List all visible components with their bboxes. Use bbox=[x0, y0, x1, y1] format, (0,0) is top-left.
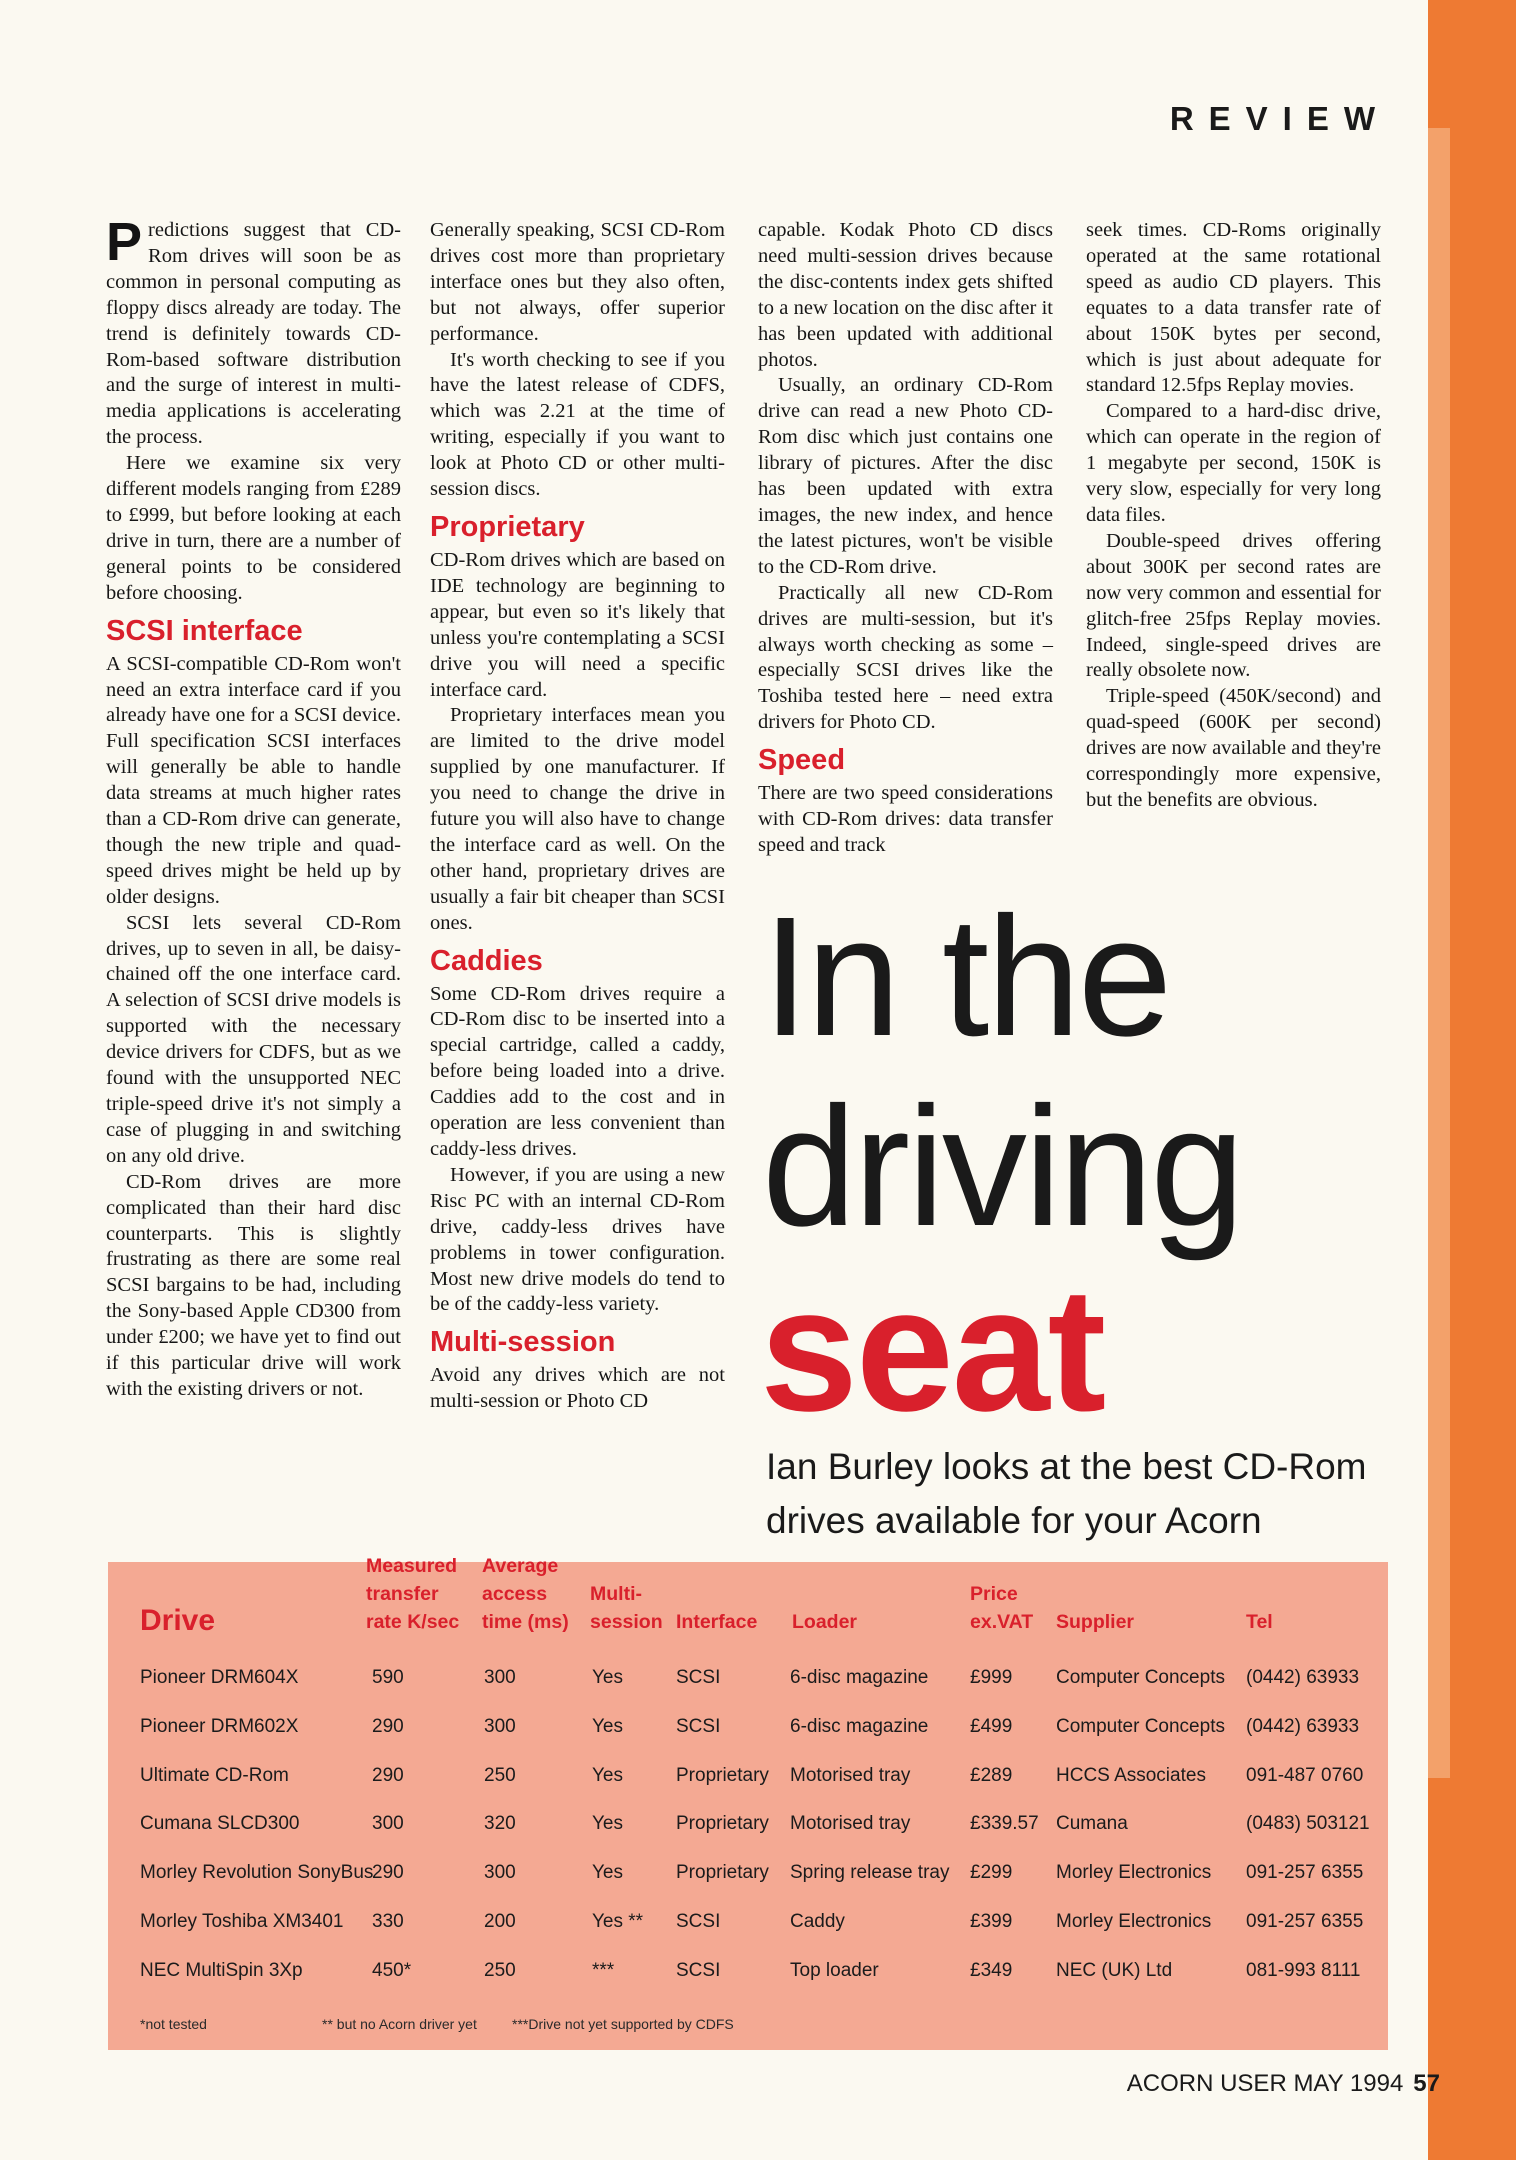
body-paragraph: Practically all new CD-Rom drives are multi-session, but it's always worth checking as some – especially SCSI drives like the Toshiba tested here – need extra drivers for Photo CD. bbox=[758, 581, 1053, 734]
cell-drive: Morley Revolution SonyBus bbox=[140, 1862, 374, 1883]
cell-interface: SCSI bbox=[676, 1667, 721, 1688]
cell-interface: Proprietary bbox=[676, 1813, 769, 1834]
table-row bbox=[108, 1756, 1388, 1796]
cell-multi-session: *** bbox=[592, 1960, 615, 1981]
subhead-caddies: Caddies bbox=[430, 944, 543, 977]
body-paragraph: However, if you are using a new Risc PC with an internal CD-Rom drive, caddy-less drives have problems in tower configuration. Most new drive models do tend to be of the caddy-less variety. bbox=[430, 1163, 725, 1316]
cell-interface: SCSI bbox=[676, 1911, 721, 1932]
header-text: ex.VAT bbox=[970, 1611, 1034, 1633]
cell-supplier: Computer Concepts bbox=[1056, 1667, 1225, 1688]
body-paragraph: seek times. CD-Roms originally operated at the same rotational speed as audio CD players. This equates to a data transfer rate of about 150K bytes per second, which is just about adequate for standard 12.5fps Replay movies. bbox=[1086, 219, 1381, 397]
cell-loader: Caddy bbox=[790, 1911, 845, 1932]
header-tel: Tel bbox=[1246, 1611, 1273, 1633]
header-text: Average bbox=[482, 1555, 559, 1577]
table-row bbox=[108, 1902, 1388, 1942]
cell-tel: 091-257 6355 bbox=[1246, 1911, 1364, 1932]
body-paragraph: Some CD-Rom drives require a CD-Rom disc to be inserted into a special cartridge, called a caddy, before being loaded into a drive. Caddies add to the cost and in operation are less convenient than caddy-less drives. bbox=[430, 982, 725, 1160]
subhead-multi-session: Multi-session bbox=[430, 1326, 616, 1359]
header-supplier: Supplier bbox=[1056, 1611, 1135, 1633]
cell-supplier: Cumana bbox=[1056, 1813, 1128, 1834]
cell-multi-session: Yes bbox=[592, 1862, 623, 1883]
page-number: 57 bbox=[1413, 2070, 1440, 2097]
cell-transfer-rate: 300 bbox=[372, 1813, 404, 1834]
cell-multi-session: Yes bbox=[592, 1716, 623, 1737]
drop-cap: P bbox=[106, 212, 143, 272]
cell-interface: Proprietary bbox=[676, 1862, 769, 1883]
cell-access-time: 300 bbox=[484, 1716, 516, 1737]
cell-interface: Proprietary bbox=[676, 1765, 769, 1786]
footnote-not-tested: *not tested bbox=[140, 2016, 207, 2032]
cell-interface: SCSI bbox=[676, 1960, 721, 1981]
body-paragraph: Here we examine six very different models ranging from £289 to £999, but before looking at each drive in turn, there are a number of general points to be considered before choosing. bbox=[106, 452, 401, 604]
cell-access-time: 300 bbox=[484, 1862, 516, 1883]
header-multi-session bbox=[590, 1580, 663, 1636]
cell-multi-session: Yes bbox=[592, 1667, 623, 1688]
header-price bbox=[970, 1580, 1033, 1636]
cell-price: £349 bbox=[970, 1960, 1013, 1981]
footnote-no-acorn-driver: ** but no Acorn driver yet bbox=[322, 2016, 477, 2032]
cell-access-time: 250 bbox=[484, 1960, 516, 1981]
header-text: transfer bbox=[366, 1583, 439, 1605]
headline-line-3: seat bbox=[760, 1252, 1105, 1448]
body-paragraph: Double-speed drives offering about 300K per second rates are now very common and essential for glitch-free 25fps Replay movies. Indeed, single-speed drives are really obsolete now. bbox=[1086, 529, 1381, 682]
header-text: access bbox=[482, 1583, 548, 1605]
cell-tel: (0483) 503121 bbox=[1246, 1813, 1370, 1834]
table-row bbox=[108, 1707, 1388, 1747]
intro-paragraph bbox=[106, 212, 401, 451]
header-interface: Interface bbox=[676, 1611, 758, 1633]
cell-supplier: HCCS Associates bbox=[1056, 1765, 1206, 1786]
cell-supplier: Morley Electronics bbox=[1056, 1862, 1212, 1883]
cell-access-time: 320 bbox=[484, 1813, 516, 1834]
cell-loader: Motorised tray bbox=[790, 1813, 911, 1834]
article-column-1 bbox=[106, 212, 401, 1403]
cell-drive: Ultimate CD-Rom bbox=[140, 1765, 289, 1786]
header-text: session bbox=[590, 1611, 663, 1633]
cell-loader: Motorised tray bbox=[790, 1765, 911, 1786]
header-transfer-rate bbox=[366, 1552, 459, 1636]
body-paragraph: Generally speaking, SCSI CD-Rom drives cost more than proprietary interface ones but they also often, but not always, offer superior performance. bbox=[430, 219, 725, 345]
body-paragraph: There are two speed considerations with CD-Rom drives: data transfer speed and track bbox=[758, 782, 1053, 856]
header-text: Price bbox=[970, 1583, 1018, 1605]
cell-interface: SCSI bbox=[676, 1716, 721, 1737]
cell-drive: Cumana SLCD300 bbox=[140, 1813, 300, 1834]
cell-tel: 091-257 6355 bbox=[1246, 1862, 1364, 1883]
headline-line-2: driving bbox=[762, 1072, 1242, 1262]
article-column-2 bbox=[430, 218, 725, 1415]
cell-tel: 081-993 8111 bbox=[1246, 1960, 1361, 1981]
cell-tel: (0442) 63933 bbox=[1246, 1667, 1360, 1688]
cell-price: £499 bbox=[970, 1716, 1013, 1737]
header-text: time (ms) bbox=[482, 1611, 569, 1633]
header-text: Measured bbox=[366, 1555, 458, 1577]
cell-tel: (0442) 63933 bbox=[1246, 1716, 1360, 1737]
table-row bbox=[108, 1658, 1388, 1698]
subhead-scsi-interface: SCSI interface bbox=[106, 614, 303, 647]
magazine-issue: ACORN USER MAY 1994 bbox=[1126, 2070, 1404, 2097]
article-column-3 bbox=[758, 218, 1053, 859]
comparison-table bbox=[108, 1555, 1388, 2050]
table-row bbox=[108, 1853, 1388, 1893]
cell-price: £399 bbox=[970, 1911, 1013, 1932]
body-paragraph: Compared to a hard-disc drive, which can operate in the region of 1 megabyte per second, 150K is very slow, especially for very long data files. bbox=[1086, 400, 1381, 526]
header-text: Multi- bbox=[590, 1583, 642, 1605]
cell-supplier: Computer Concepts bbox=[1056, 1716, 1225, 1737]
cell-price: £289 bbox=[970, 1765, 1013, 1786]
body-paragraph: Triple-speed (450K/second) and quad-speed (600K per second) drives are now available and they're correspondingly more expensive, but the benefits are obvious. bbox=[1086, 685, 1381, 811]
cell-loader: Spring release tray bbox=[790, 1862, 950, 1883]
headline-line-1: In the bbox=[762, 882, 1170, 1072]
cell-price: £299 bbox=[970, 1862, 1013, 1883]
cell-supplier: NEC (UK) Ltd bbox=[1056, 1960, 1173, 1981]
cell-transfer-rate: 590 bbox=[372, 1667, 404, 1688]
cell-loader: Top loader bbox=[790, 1960, 879, 1981]
footnote-not-supported-cdfs: ***Drive not yet supported by CDFS bbox=[512, 2016, 734, 2032]
body-paragraph: It's worth checking to see if you have the latest release of CDFS, which was 2.21 at the time of writing, especially if you want to look at Photo CD or other multi-session discs. bbox=[430, 348, 725, 501]
cell-transfer-rate: 290 bbox=[372, 1862, 404, 1883]
cell-price: £999 bbox=[970, 1667, 1013, 1688]
header-loader: Loader bbox=[792, 1611, 858, 1633]
cell-transfer-rate: 330 bbox=[372, 1911, 404, 1932]
subhead-speed: Speed bbox=[758, 744, 846, 777]
cell-multi-session: Yes bbox=[592, 1813, 623, 1834]
body-paragraph: A SCSI-compatible CD-Rom won't need an extra interface card if you already have one for a SCSI device. Full specification SCSI interfaces will generally be able to handle data streams at much higher rates than a CD-Rom drive can generate, though the new triple and quad-speed drives might be held up by older designs. bbox=[106, 652, 401, 908]
cell-access-time: 200 bbox=[484, 1911, 516, 1932]
cell-loader: 6-disc magazine bbox=[790, 1716, 929, 1737]
cell-drive: Pioneer DRM604X bbox=[140, 1667, 299, 1688]
cell-multi-session: Yes bbox=[592, 1765, 623, 1786]
subhead-proprietary: Proprietary bbox=[430, 510, 585, 543]
cell-drive: NEC MultiSpin 3Xp bbox=[140, 1960, 303, 1981]
cell-loader: 6-disc magazine bbox=[790, 1667, 929, 1688]
orange-edge-highlight bbox=[1428, 128, 1450, 1778]
header-text: rate K/sec bbox=[366, 1611, 460, 1633]
cell-transfer-rate: 290 bbox=[372, 1765, 404, 1786]
cell-access-time: 250 bbox=[484, 1765, 516, 1786]
cell-drive: Morley Toshiba XM3401 bbox=[140, 1911, 344, 1932]
body-paragraph: CD-Rom drives which are based on IDE technology are beginning to appear, but even so it's likely that unless you're contemplating a SCSI drive you will need a specific interface card. bbox=[430, 548, 725, 701]
table-row bbox=[108, 1804, 1388, 1844]
intro-text: redictions suggest that CD-Rom drives will soon be as common in personal computing as floppy discs already are today. The trend is definitely towards CD-Rom-based software distribution and the surge of interest in multi-media applications is accelerating the process. bbox=[106, 219, 401, 449]
standfirst: Ian Burley looks at the best CD-Rom drives available for your Acorn bbox=[766, 1446, 1367, 1541]
body-paragraph: SCSI lets several CD-Rom drives, up to seven in all, be daisy-chained off the one interface card. A selection of SCSI drive models is supported with the necessary device drivers for CDFS, but as we found with the unsupported NEC triple-speed drive it's not simply a case of plugging in and switching on any old drive. bbox=[106, 911, 401, 1167]
page-folio bbox=[1040, 2070, 1440, 2098]
cell-multi-session: Yes ** bbox=[592, 1911, 644, 1932]
body-paragraph: CD-Rom drives are more complicated than their hard disc counterparts. This is slightly frustrating as there are some real SCSI bargains to be had, including the Sony-based Apple CD300 from under £200; we have yet to find out if this particular drive will work with the existing drivers or not. bbox=[106, 1170, 401, 1400]
cell-drive: Pioneer DRM602X bbox=[140, 1716, 299, 1737]
cell-transfer-rate: 450* bbox=[372, 1960, 412, 1981]
cell-access-time: 300 bbox=[484, 1667, 516, 1688]
header-access-time bbox=[482, 1552, 569, 1636]
cell-tel: 091-487 0760 bbox=[1246, 1765, 1364, 1786]
body-paragraph: Avoid any drives which are not multi-session or Photo CD bbox=[430, 1364, 725, 1413]
table-row bbox=[108, 1951, 1388, 1991]
body-paragraph: capable. Kodak Photo CD discs need multi-session drives because the disc-contents index gets shifted to a new location on the disc after it has been updated with additional photos. bbox=[758, 219, 1053, 371]
cell-price: £339.57 bbox=[970, 1813, 1039, 1834]
cell-transfer-rate: 290 bbox=[372, 1716, 404, 1737]
article-column-4 bbox=[1086, 218, 1381, 814]
cell-supplier: Morley Electronics bbox=[1056, 1911, 1212, 1932]
section-label: REVIEW bbox=[1169, 100, 1390, 137]
body-paragraph: Usually, an ordinary CD-Rom drive can read a new Photo CD-Rom disc which just contains one library of pictures. After the disc has been updated with extra images, the new index, and hence the latest pictures, won't be visible to the CD-Rom drive. bbox=[758, 374, 1053, 578]
body-paragraph: Proprietary interfaces mean you are limited to the drive model supplied by one manufacturer. If you need to change the drive in future you will also have to change the interface card as well. On the other hand, proprietary drives are usually a fair bit cheaper than SCSI ones. bbox=[430, 704, 725, 934]
header-drive: Drive bbox=[140, 1604, 216, 1637]
